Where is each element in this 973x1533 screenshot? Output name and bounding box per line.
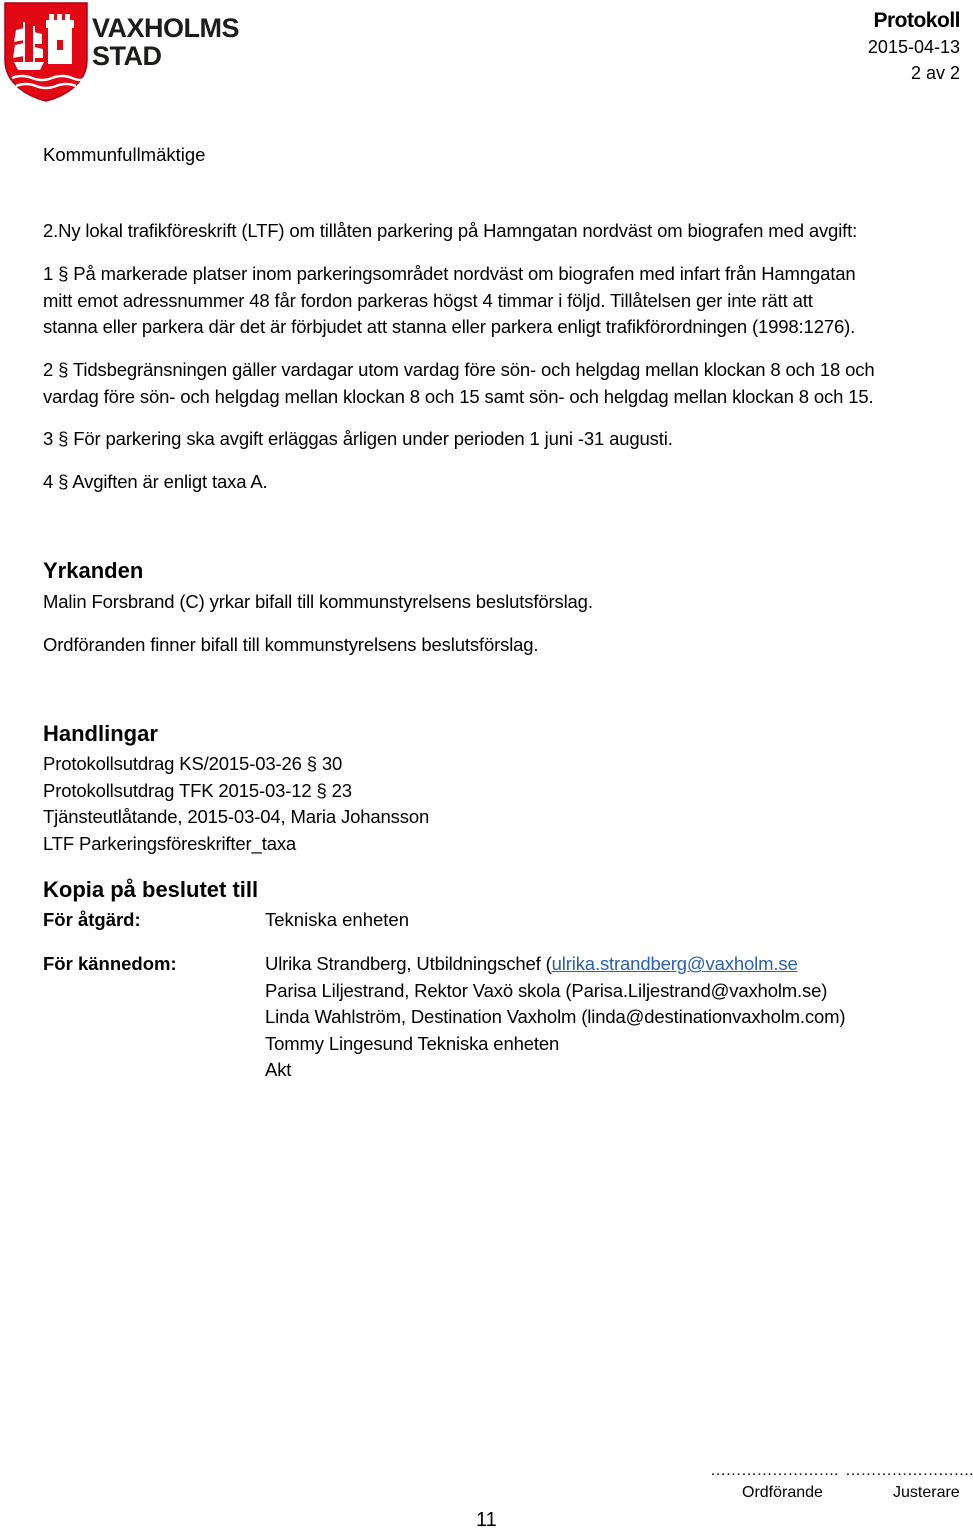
agenda-item-title: 2.Ny lokal trafikföreskrift (LTF) om tillåten parkering på Hamngatan nordväst om biografen med avgift: bbox=[43, 220, 858, 241]
signature-label-chair: Ordförande bbox=[742, 1484, 823, 1501]
list-item: Linda Wahlström, Destination Vaxholm (linda@destinationvaxholm.com) bbox=[265, 1006, 846, 1027]
list-item: Tommy Lingesund Tekniska enheten bbox=[265, 1032, 560, 1054]
vaxholm-crest-icon bbox=[2, 0, 92, 102]
list-item: LTF Parkeringsföreskrifter_taxa bbox=[43, 832, 297, 854]
paragraph-text: mitt emot adressnummer 48 får fordon parkeras högst 4 timmar i följd. bbox=[43, 289, 606, 311]
list-item bbox=[265, 951, 845, 978]
for-action-recipient: Tekniska enheten bbox=[265, 909, 409, 930]
paragraph-line: 2 § Tidsbegränsningen gäller vardagar utom vardag före sön- och helgdag mellan klockan 8 och 18 och bbox=[43, 359, 875, 380]
section-heading-kopia: Kopia på beslutet till bbox=[43, 877, 259, 902]
email-link[interactable]: ulrika.strandberg@vaxholm.se bbox=[551, 953, 798, 974]
regulation-paragraph-2 bbox=[43, 357, 943, 410]
section-heading-yrkanden: Yrkanden bbox=[43, 558, 144, 583]
body-name: Kommunfullmäktige bbox=[43, 144, 206, 165]
recipient-text: Ulrika Strandberg, Utbildningschef ( bbox=[265, 953, 552, 974]
document-date: 2015-04-13 bbox=[867, 37, 960, 57]
paragraph-line: 1 § På markerade platser inom parkeringsområdet nordväst om biografen med infart från Hamngatan bbox=[43, 263, 856, 284]
for-information-recipients bbox=[265, 951, 845, 1084]
signature-line-adjuster: ……………………. bbox=[845, 1462, 973, 1479]
list-item: Protokollsutdrag TFK 2015-03-12 § 23 bbox=[43, 779, 352, 801]
motion-text: Malin Forsbrand (C) yrkar bifall till kommunstyrelsens beslutsförslag. bbox=[43, 591, 593, 612]
paragraph-line bbox=[43, 288, 943, 315]
list-item: Protokollsutdrag KS/2015-03-26 § 30 bbox=[43, 753, 343, 774]
regulation-paragraph-1 bbox=[43, 261, 943, 341]
list-item: Parisa Liljestrand, Rektor Vaxö skola (Parisa.Liljestrand@vaxholm.se) bbox=[265, 979, 828, 1001]
section-heading-handlingar: Handlingar bbox=[43, 721, 158, 746]
signature-line-chair: ……………………. bbox=[710, 1462, 838, 1479]
logo-text-line2: STAD bbox=[92, 41, 162, 71]
paragraph-line: vardag före sön- och helgdag mellan klockan 8 och 15 samt sön- och helgdag mellan klockan 8 och 15. bbox=[43, 385, 874, 407]
list-item: Akt bbox=[265, 1059, 292, 1080]
chair-ruling-text: Ordföranden finner bifall till kommunstyrelsens beslutsförslag. bbox=[43, 634, 539, 655]
list-item: Tjänsteutlåtande, 2015-03-04, Maria Johansson bbox=[43, 806, 430, 827]
logo-wordmark bbox=[92, 14, 239, 70]
page-indicator: 2 av 2 bbox=[910, 63, 960, 83]
paragraph-line: stanna eller parkera där det är förbjudet att stanna eller parkera enligt trafikförordningen (1998:1276). bbox=[43, 316, 856, 337]
document-header-meta bbox=[868, 8, 960, 86]
signature-label-adjuster: Justerare bbox=[893, 1484, 960, 1501]
page-number: 11 bbox=[476, 1509, 497, 1531]
regulation-paragraph-4: 4 § Avgiften är enligt taxa A. bbox=[43, 471, 268, 492]
for-information-label: För kännedom: bbox=[43, 953, 177, 974]
regulation-paragraph-3: 3 § För parkering ska avgift erläggas årligen under perioden 1 juni -31 augusti. bbox=[43, 428, 673, 449]
document-type: Protokoll bbox=[873, 9, 960, 32]
paragraph-text: Tillåtelsen ger inte rätt att bbox=[605, 289, 813, 311]
for-action-label: För åtgärd: bbox=[43, 909, 141, 930]
logo-text-line1: VAXHOLMS bbox=[92, 13, 240, 43]
documents-list bbox=[43, 751, 429, 857]
